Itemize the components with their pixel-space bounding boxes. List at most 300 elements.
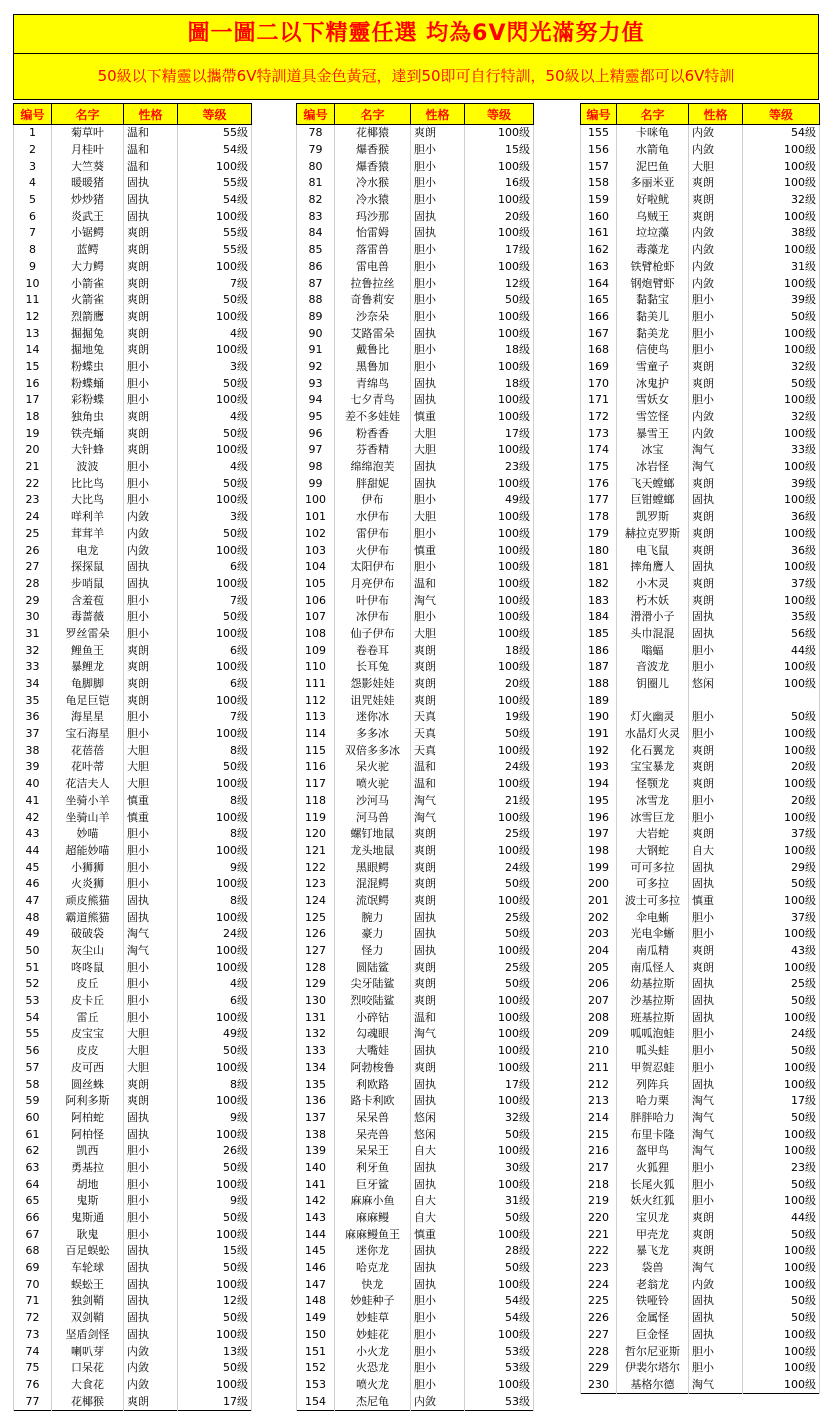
table-row: [297, 1360, 534, 1377]
cell-nature: 爽朗: [689, 576, 743, 593]
cell-number: 59: [14, 1093, 52, 1110]
cell-nature: 胆小: [689, 642, 743, 659]
cell-nature: 固执: [689, 492, 743, 509]
cell-name: 雷伊布: [335, 526, 411, 543]
cell-nature: 温和: [411, 759, 465, 776]
cell-level: 100级: [743, 526, 820, 543]
cell-nature: 大胆: [124, 776, 178, 793]
table-row: [297, 1193, 534, 1210]
cell-number: 127: [297, 943, 335, 960]
cell-number: 208: [581, 1009, 617, 1026]
table-row: [581, 742, 820, 759]
table-row: [581, 726, 820, 743]
table-row: [14, 459, 252, 476]
cell-name: 圆陆鲨: [335, 959, 411, 976]
cell-name: 月桂叶: [52, 142, 124, 159]
cell-level: 100级: [465, 1060, 534, 1077]
cell-nature: 温和: [411, 1009, 465, 1026]
table-row: [581, 292, 820, 309]
cell-number: 171: [581, 392, 617, 409]
cell-number: 118: [297, 793, 335, 810]
page-title: 圖一圖二以下精靈任選 均為6V閃光滿努力值: [13, 14, 819, 54]
table-row: [14, 1377, 252, 1394]
cell-level: 100级: [465, 475, 534, 492]
header-nature: 性格: [411, 104, 465, 125]
cell-nature: 爽朗: [411, 959, 465, 976]
cell-level: 6级: [178, 676, 252, 693]
cell-nature: 爽朗: [124, 342, 178, 359]
table-row: [14, 1343, 252, 1360]
cell-number: 123: [297, 876, 335, 893]
table-row: [297, 976, 534, 993]
table-row: [14, 592, 252, 609]
table-row: [581, 1343, 820, 1360]
cell-name: 混混鳄: [335, 876, 411, 893]
cell-name: 基格尔德: [617, 1377, 689, 1394]
cell-level: 49级: [465, 492, 534, 509]
table-row: [297, 926, 534, 943]
table-row: [14, 492, 252, 509]
table-row: [14, 1126, 252, 1143]
cell-number: 38: [14, 742, 52, 759]
table-row: [297, 192, 534, 209]
cell-number: 34: [14, 676, 52, 693]
cell-number: 82: [297, 192, 335, 209]
cell-name: 怨影娃娃: [335, 676, 411, 693]
cell-number: 106: [297, 592, 335, 609]
cell-number: 6: [14, 208, 52, 225]
cell-nature: 悠闲: [689, 676, 743, 693]
table-row: [14, 793, 252, 810]
cell-name: 烈箭鹰: [52, 309, 124, 326]
cell-level: 50级: [465, 292, 534, 309]
cell-level: 100级: [178, 158, 252, 175]
cell-nature: 固执: [124, 576, 178, 593]
cell-nature: 胆小: [689, 726, 743, 743]
cell-level: 53级: [465, 1393, 534, 1410]
cell-number: 98: [297, 459, 335, 476]
cell-name: 豪力: [335, 926, 411, 943]
cell-number: 1: [14, 125, 52, 142]
cell-name: 灯火幽灵: [617, 709, 689, 726]
header-row: [297, 104, 534, 125]
cell-number: 20: [14, 442, 52, 459]
cell-number: 63: [14, 1160, 52, 1177]
cell-number: 12: [14, 309, 52, 326]
table-row: [297, 542, 534, 559]
cell-nature: 固执: [411, 926, 465, 943]
cell-name: 雷电兽: [335, 259, 411, 276]
cell-level: 100级: [465, 1327, 534, 1344]
cell-level: 100级: [743, 1193, 820, 1210]
cell-number: 214: [581, 1110, 617, 1127]
cell-nature: 固执: [411, 225, 465, 242]
cell-name: 大食花: [52, 1377, 124, 1394]
table-row: [581, 375, 820, 392]
cell-level: 100级: [178, 909, 252, 926]
table-row: [297, 409, 534, 426]
cell-number: 83: [297, 208, 335, 225]
cell-level: 8级: [178, 793, 252, 810]
cell-nature: 慎重: [124, 809, 178, 826]
cell-nature: 爽朗: [124, 325, 178, 342]
cell-nature: 爽朗: [411, 642, 465, 659]
cell-level: 32级: [743, 359, 820, 376]
cell-level: 8级: [178, 826, 252, 843]
cell-nature: 爽朗: [411, 876, 465, 893]
cell-nature: 爽朗: [689, 509, 743, 526]
cell-level: 26级: [178, 1143, 252, 1160]
cell-name: 芬香精: [335, 442, 411, 459]
table-row: [14, 1093, 252, 1110]
cell-level: 3级: [178, 509, 252, 526]
cell-name: 探探鼠: [52, 559, 124, 576]
cell-level: 100级: [465, 392, 534, 409]
cell-number: 39: [14, 759, 52, 776]
cell-level: 25级: [465, 826, 534, 843]
cell-level: 100级: [178, 776, 252, 793]
cell-level: 25级: [465, 909, 534, 926]
cell-name: 鲤鱼王: [52, 642, 124, 659]
cell-nature: 淘气: [411, 1026, 465, 1043]
cell-nature: 胆小: [124, 859, 178, 876]
cell-level: 6级: [178, 559, 252, 576]
cell-number: 107: [297, 609, 335, 626]
table-row: [297, 1343, 534, 1360]
cell-level: 39级: [743, 475, 820, 492]
cell-nature: 固执: [411, 375, 465, 392]
table-row: [297, 442, 534, 459]
cell-nature: 胆小: [689, 709, 743, 726]
cell-level: 100级: [178, 542, 252, 559]
cell-nature: 温和: [124, 158, 178, 175]
cell-level: 100级: [465, 559, 534, 576]
cell-nature: 爽朗: [124, 259, 178, 276]
cell-name: 麻麻鳗: [335, 1210, 411, 1227]
cell-name: 哲尔尼亚斯: [617, 1343, 689, 1360]
table-row: [14, 809, 252, 826]
cell-level: 100级: [743, 1343, 820, 1360]
cell-nature: 爽朗: [689, 776, 743, 793]
cell-level: 12级: [178, 1293, 252, 1310]
cell-number: 120: [297, 826, 335, 843]
cell-level: 20级: [465, 208, 534, 225]
table-row: [581, 208, 820, 225]
cell-number: 18: [14, 409, 52, 426]
table-row: [297, 1210, 534, 1227]
table-row: [581, 826, 820, 843]
cell-level: 100级: [178, 626, 252, 643]
table-row: [581, 442, 820, 459]
cell-number: 69: [14, 1260, 52, 1277]
table-row: [581, 809, 820, 826]
cell-nature: 爽朗: [124, 275, 178, 292]
table-row: [581, 692, 820, 709]
cell-level: 21级: [465, 793, 534, 810]
cell-name: 朽木妖: [617, 592, 689, 609]
cell-nature: 爽朗: [689, 375, 743, 392]
cell-nature: 天真: [411, 726, 465, 743]
cell-nature: 爽朗: [411, 826, 465, 843]
cell-name: 毒藻龙: [617, 242, 689, 259]
header-row: [581, 104, 820, 125]
cell-nature: 固执: [124, 1293, 178, 1310]
table-row: [297, 475, 534, 492]
cell-level: 100级: [465, 1226, 534, 1243]
table-row: [581, 993, 820, 1010]
cell-name: 南瓜怪人: [617, 959, 689, 976]
cell-level: 32级: [465, 1110, 534, 1127]
cell-level: 100级: [465, 309, 534, 326]
cell-name: 小狮狮: [52, 859, 124, 876]
table-row: [14, 559, 252, 576]
cell-level: 100级: [465, 409, 534, 426]
cell-number: 135: [297, 1076, 335, 1093]
table-row: [581, 1076, 820, 1093]
cell-nature: 大胆: [411, 425, 465, 442]
cell-level: 100级: [465, 359, 534, 376]
cell-name: 喷火龙: [335, 1377, 411, 1394]
cell-number: 51: [14, 959, 52, 976]
table-row: [297, 592, 534, 609]
cell-number: 45: [14, 859, 52, 876]
cell-number: 40: [14, 776, 52, 793]
cell-nature: 固执: [411, 1176, 465, 1193]
cell-name: 绵绵泡芙: [335, 459, 411, 476]
cell-nature: 爽朗: [411, 859, 465, 876]
cell-level: 50级: [178, 292, 252, 309]
cell-nature: 爽朗: [411, 843, 465, 860]
cell-number: 57: [14, 1060, 52, 1077]
cell-nature: 胆小: [689, 292, 743, 309]
cell-nature: 悠闲: [411, 1110, 465, 1127]
cell-name: 列阵兵: [617, 1076, 689, 1093]
cell-nature: 固执: [411, 1243, 465, 1260]
cell-nature: 内敛: [689, 242, 743, 259]
cell-name: 冷水猴: [335, 175, 411, 192]
cell-number: 153: [297, 1377, 335, 1394]
cell-number: 104: [297, 559, 335, 576]
cell-name: 钢炮臂虾: [617, 275, 689, 292]
cell-nature: 胆小: [411, 158, 465, 175]
cell-level: 100级: [743, 592, 820, 609]
cell-nature: 爽朗: [689, 475, 743, 492]
cell-level: 4级: [178, 409, 252, 426]
cell-name: 胡地: [52, 1176, 124, 1193]
cell-level: 20级: [465, 676, 534, 693]
cell-name: 龟脚脚: [52, 676, 124, 693]
cell-level: 44级: [743, 642, 820, 659]
cell-number: 86: [297, 259, 335, 276]
cell-name: 炎武王: [52, 208, 124, 225]
cell-number: 110: [297, 659, 335, 676]
cell-number: 55: [14, 1026, 52, 1043]
cell-nature: 淘气: [124, 926, 178, 943]
cell-name: 南瓜精: [617, 943, 689, 960]
table-row: [297, 1293, 534, 1310]
cell-nature: 自大: [411, 1210, 465, 1227]
table-row: [581, 1093, 820, 1110]
cell-name: 好啦鱿: [617, 192, 689, 209]
cell-number: 28: [14, 576, 52, 593]
cell-nature: 内敛: [124, 1360, 178, 1377]
header-level: 等级: [178, 104, 252, 125]
cell-number: 87: [297, 275, 335, 292]
cell-level: 100级: [178, 809, 252, 826]
cell-level: 100级: [743, 676, 820, 693]
table-row: [297, 609, 534, 626]
cell-number: 92: [297, 359, 335, 376]
cell-level: 100级: [743, 158, 820, 175]
cell-level: 100级: [743, 392, 820, 409]
cell-name: 玛沙那: [335, 208, 411, 225]
cell-number: 115: [297, 742, 335, 759]
cell-nature: 淘气: [689, 1126, 743, 1143]
cell-name: 黏美儿: [617, 309, 689, 326]
cell-number: 71: [14, 1293, 52, 1310]
table-row: [581, 242, 820, 259]
cell-name: 独角虫: [52, 409, 124, 426]
cell-level: 4级: [178, 976, 252, 993]
cell-level: 100级: [465, 158, 534, 175]
cell-name: 杰尼龟: [335, 1393, 411, 1410]
cell-name: 含羞苞: [52, 592, 124, 609]
table-row: [581, 759, 820, 776]
cell-name: 流氓鳄: [335, 893, 411, 910]
cell-number: 125: [297, 909, 335, 926]
cell-number: 17: [14, 392, 52, 409]
cell-name: 阿柏蛇: [52, 1110, 124, 1127]
pokemon-table: [296, 103, 534, 1411]
cell-name: 花椰猿: [335, 125, 411, 142]
cell-nature: 固执: [689, 993, 743, 1010]
cell-number: 170: [581, 375, 617, 392]
cell-number: 150: [297, 1327, 335, 1344]
cell-level: 50级: [743, 309, 820, 326]
cell-number: 228: [581, 1343, 617, 1360]
cell-name: 路卡利欧: [335, 1093, 411, 1110]
table-row: [14, 1276, 252, 1293]
cell-number: 47: [14, 893, 52, 910]
cell-name: 小木灵: [617, 576, 689, 593]
cell-nature: 固执: [124, 192, 178, 209]
cell-level: 100级: [465, 526, 534, 543]
cell-nature: 固执: [689, 1310, 743, 1327]
cell-number: 188: [581, 676, 617, 693]
cell-level: 44级: [743, 1210, 820, 1227]
cell-number: 68: [14, 1243, 52, 1260]
cell-level: 7级: [178, 275, 252, 292]
cell-nature: 胆小: [689, 309, 743, 326]
cell-name: 勾魂眼: [335, 1026, 411, 1043]
table-row: [14, 509, 252, 526]
cell-name: 钥圈儿: [617, 676, 689, 693]
cell-nature: 胆小: [411, 342, 465, 359]
cell-nature: 慎重: [124, 793, 178, 810]
table-row: [14, 192, 252, 209]
cell-nature: 胆小: [124, 1210, 178, 1227]
cell-nature: 内敛: [124, 1343, 178, 1360]
cell-name: 冰雪龙: [617, 793, 689, 810]
cell-level: 100级: [178, 208, 252, 225]
cell-nature: 胆小: [411, 192, 465, 209]
cell-level: 8级: [178, 893, 252, 910]
table-row: [297, 1176, 534, 1193]
cell-level: 100级: [178, 959, 252, 976]
cell-number: 156: [581, 142, 617, 159]
cell-number: 90: [297, 325, 335, 342]
cell-name: 水箭龟: [617, 142, 689, 159]
cell-number: 177: [581, 492, 617, 509]
table-row: [14, 225, 252, 242]
cell-name: 火狐狸: [617, 1160, 689, 1177]
cell-level: 50级: [178, 1360, 252, 1377]
cell-nature: 胆小: [689, 1343, 743, 1360]
table-row: [581, 642, 820, 659]
cell-number: 131: [297, 1009, 335, 1026]
cell-level: 100级: [465, 225, 534, 242]
cell-nature: 大胆: [411, 626, 465, 643]
cell-name: 艾路雷朵: [335, 325, 411, 342]
table-row: [297, 125, 534, 142]
cell-level: 100级: [743, 1060, 820, 1077]
table-row: [297, 1160, 534, 1177]
cell-name: 快龙: [335, 1276, 411, 1293]
cell-number: 15: [14, 359, 52, 376]
table-row: [297, 392, 534, 409]
cell-level: 56级: [743, 626, 820, 643]
cell-name: 龟足巨铠: [52, 692, 124, 709]
cell-name: 黑鲁加: [335, 359, 411, 376]
cell-level: 6级: [178, 993, 252, 1010]
table-row: [14, 726, 252, 743]
cell-nature: 内敛: [689, 275, 743, 292]
cell-level: 24级: [178, 926, 252, 943]
header-row: [14, 104, 252, 125]
cell-nature: 胆小: [124, 392, 178, 409]
cell-name: 胖甜妮: [335, 475, 411, 492]
cell-name: 袋兽: [617, 1260, 689, 1277]
cell-nature: 胆小: [124, 976, 178, 993]
cell-name: 冰鬼护: [617, 375, 689, 392]
cell-name: 摔角鹰人: [617, 559, 689, 576]
table-row: [581, 1060, 820, 1077]
cell-nature: 内敛: [689, 425, 743, 442]
cell-number: 151: [297, 1343, 335, 1360]
cell-name: 飞天螳螂: [617, 475, 689, 492]
cell-level: 33级: [743, 442, 820, 459]
cell-name: 电飞鼠: [617, 542, 689, 559]
cell-name: 呆呆兽: [335, 1110, 411, 1127]
cell-name: 小火龙: [335, 1343, 411, 1360]
table-row: [14, 1160, 252, 1177]
cell-name: 皮皮: [52, 1043, 124, 1060]
cell-level: 100级: [178, 492, 252, 509]
cell-nature: 爽朗: [411, 993, 465, 1010]
cell-level: 12级: [465, 275, 534, 292]
cell-level: 17级: [465, 1076, 534, 1093]
cell-name: 老翁龙: [617, 1276, 689, 1293]
table-row: [581, 392, 820, 409]
cell-nature: 胆小: [411, 175, 465, 192]
cell-nature: 内敛: [689, 1276, 743, 1293]
cell-number: 89: [297, 309, 335, 326]
cell-level: 20级: [743, 759, 820, 776]
table-row: [297, 1026, 534, 1043]
cell-nature: 胆小: [124, 475, 178, 492]
table-row: [14, 1243, 252, 1260]
cell-name: 凯西: [52, 1143, 124, 1160]
